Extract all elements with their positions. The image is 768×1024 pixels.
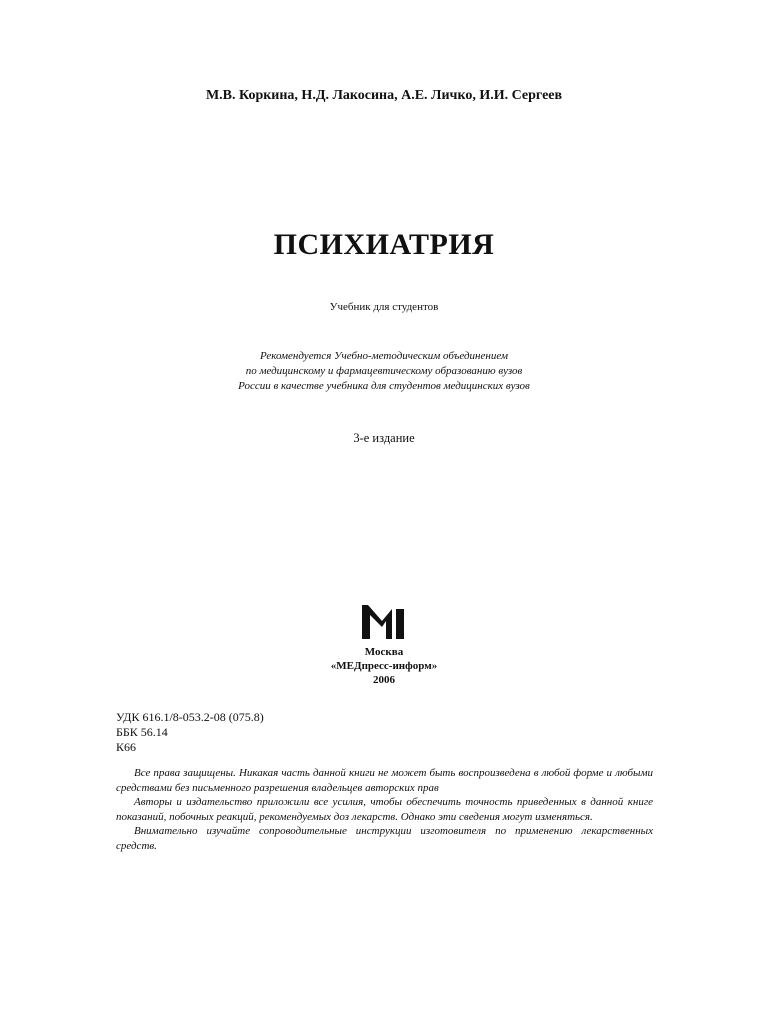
medpress-logo-icon <box>362 605 406 639</box>
copyright-paragraph: Внимательно изучайте сопроводительные инструкции изготовителя по применению лекарственных средств. <box>116 825 653 852</box>
author-mark: К66 <box>116 740 137 754</box>
recommendation-line: России в качестве учебника для студентов медицинских вузов <box>238 380 530 392</box>
authors-line: М.В. Коркина, Н.Д. Лакосина, А.Е. Личко, И.И. Сергеев <box>205 88 563 103</box>
imprint-publisher: «МЕДпресс-информ» <box>330 660 438 672</box>
imprint-year: 2006 <box>373 674 395 686</box>
imprint-city: Москва <box>364 646 404 658</box>
copyright-paragraph: Все права защищены. Никакая часть данной книги не может быть воспроизведена в любой форме и любыми средствами без письменного разрешения владельцев авторских прав <box>116 767 653 794</box>
recommendation-line: Рекомендуется Учебно-методическим объединением <box>260 350 508 362</box>
book-subtitle: Учебник для студентов <box>329 301 439 313</box>
copyright-paragraph: Авторы и издательство приложили все усилия, чтобы обеспечить точность приведенных в данной книге показаний, побочных реакций, рекомендуемых доз лекарств. Однако эти сведения могут изменяться. <box>116 796 653 823</box>
bbk-code: ББК 56.14 <box>116 725 168 739</box>
logo-bar <box>396 609 404 639</box>
copyright-notice <box>116 766 653 853</box>
recommendation-block <box>0 349 768 394</box>
imprint-block <box>0 645 768 687</box>
udk-code: УДК 616.1/8-053.2-08 (075.8) <box>116 710 264 724</box>
edition-label: 3-е издание <box>353 431 415 445</box>
logo-m-shape <box>362 605 392 639</box>
book-title: ПСИХИАТРИЯ <box>273 228 495 261</box>
recommendation-line: по медицинскому и фармацевтическому образованию вузов <box>245 365 523 377</box>
classification-codes <box>116 710 264 755</box>
